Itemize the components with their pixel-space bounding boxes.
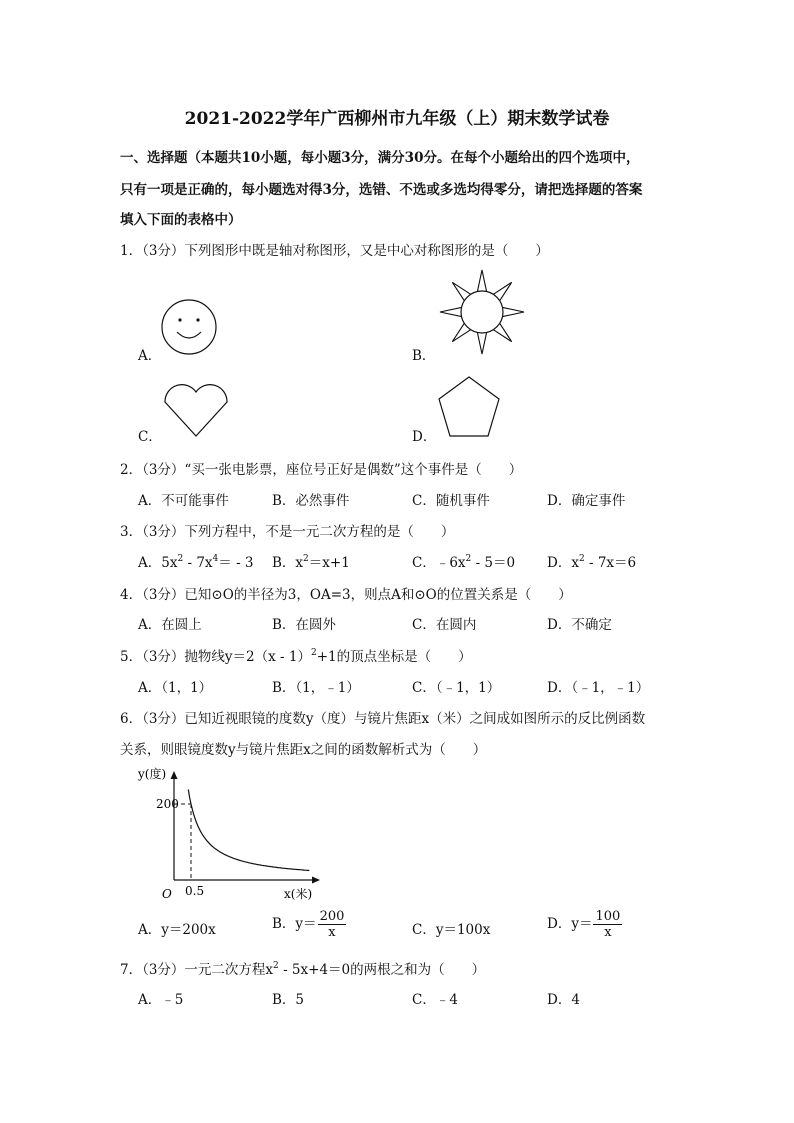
question-1-option-b-label: B．	[412, 348, 436, 364]
sun-figure	[437, 268, 527, 356]
question-6-option-d: D．y＝ $\frac{100}{x}$	[547, 909, 621, 940]
inverse-curve	[188, 790, 309, 871]
y-tick-label: 200	[156, 797, 179, 811]
question-3-option-d: D．$x^2 - 7x=6$	[547, 553, 637, 571]
sun-ray	[493, 282, 511, 300]
question-3-stem: 3．（3分）下列方程中，不是一元二次方程的是（ ）	[120, 524, 455, 540]
y-axis-arrow-icon	[171, 771, 178, 779]
question-4-option-c: C．在圆内	[412, 617, 477, 633]
heart-figure	[160, 378, 232, 440]
sun-ray	[477, 270, 486, 292]
question-1-stem: 1．（3分）下列图形中既是轴对称图形，又是中心对称图形的是（ ）	[120, 243, 549, 259]
question-7-option-d: D．4	[547, 992, 580, 1008]
question-1-option-a-label: A．	[138, 348, 162, 364]
question-3-option-b: B．$x^2=x+1$	[272, 553, 350, 571]
question-5-option-b: B．（1，﹣1）	[272, 680, 360, 696]
inverse-proportion-graph	[138, 764, 330, 906]
pentagon-figure	[435, 374, 503, 440]
x-axis-arrow-icon	[312, 877, 320, 884]
question-1-option-c-label: C．	[138, 429, 162, 445]
sun-ray	[440, 307, 462, 316]
question-6-stem-line-1: 6．（3分）已知近视眼镜的度数y（度）与镜片焦距x（米）之间成如图所示的反比例函数	[120, 711, 646, 727]
origin-label: O	[162, 887, 172, 901]
section-instruction-line-3: 填入下面的表格中）	[120, 212, 242, 228]
sun-ray	[452, 282, 470, 300]
section-instruction-line-2: 只有一项是正确的，每小题选对得3分，选错、不选或多选均得零分，请把选择题的答案	[120, 182, 643, 198]
question-2-option-b: B．必然事件	[272, 493, 350, 509]
sun-ray	[493, 323, 511, 341]
question-7-option-a: A．﹣5	[138, 992, 184, 1008]
question-4-option-b: B．在圆外	[272, 617, 336, 633]
question-4-option-d: D．不确定	[547, 617, 612, 633]
question-2-option-a: A．不可能事件	[138, 493, 229, 509]
y-axis-label: y(度)	[138, 767, 167, 781]
question-2-stem: 2．（3分）“买一张电影票，座位号正好是偶数”这个事件是（ ）	[120, 462, 523, 478]
question-7-option-b: B．5	[272, 992, 305, 1008]
question-6-option-c: C．y＝100x	[412, 922, 491, 938]
question-6-stem-line-2: 关系，则眼镜度数y与镜片焦距x之间的函数解析式为（ ）	[120, 742, 487, 758]
page-title: 2021-2022学年广西柳州市九年级（上）期末数学试卷	[184, 109, 610, 129]
sun-ray	[452, 323, 470, 341]
smiley-face-figure	[160, 298, 220, 356]
x-axis-label: x(米)	[284, 887, 313, 901]
question-3-option-c: C．$﹣6x^2 - 5=0$	[412, 553, 516, 571]
question-4-option-a: A．在圆上	[138, 617, 202, 633]
section-instruction-line-1: 一、选择题（本题共10小题，每小题3分，满分30分。在每个小题给出的四个选项中，	[120, 150, 640, 166]
question-4-stem: 4．（3分）已知⊙O的半径为3，OA=3，则点A和⊙O的位置关系是（ ）	[120, 587, 572, 603]
question-5-stem: 5．（3分）抛物线y＝2（x - 1）$^2$+1的顶点坐标是（ ）	[120, 647, 472, 665]
question-6-option-b: B．y＝ $\frac{200}{x}$	[272, 909, 345, 940]
question-7-option-c: C．﹣4	[412, 992, 458, 1008]
question-1-option-d-label: D．	[412, 429, 437, 445]
question-2-option-c: C．随机事件	[412, 493, 490, 509]
x-tick-label: 0.5	[185, 884, 205, 898]
question-2-option-d: D．确定事件	[547, 493, 626, 509]
sun-ray	[503, 307, 525, 316]
sun-ray	[477, 333, 486, 355]
question-5-option-a: A．（1，1）	[138, 680, 213, 696]
question-3-option-a: A．$5x^2 - 7x^4= - 3$	[138, 553, 254, 571]
question-7-stem: 7．（3分）一元二次方程$x^2 - 5x+4=0$的两根之和为（ ）	[120, 960, 486, 978]
question-6-option-a: A．y＝200x	[138, 922, 216, 938]
question-5-option-d: D．（﹣1，﹣1）	[547, 680, 650, 696]
question-5-option-c: C．（﹣1，1）	[412, 680, 501, 696]
